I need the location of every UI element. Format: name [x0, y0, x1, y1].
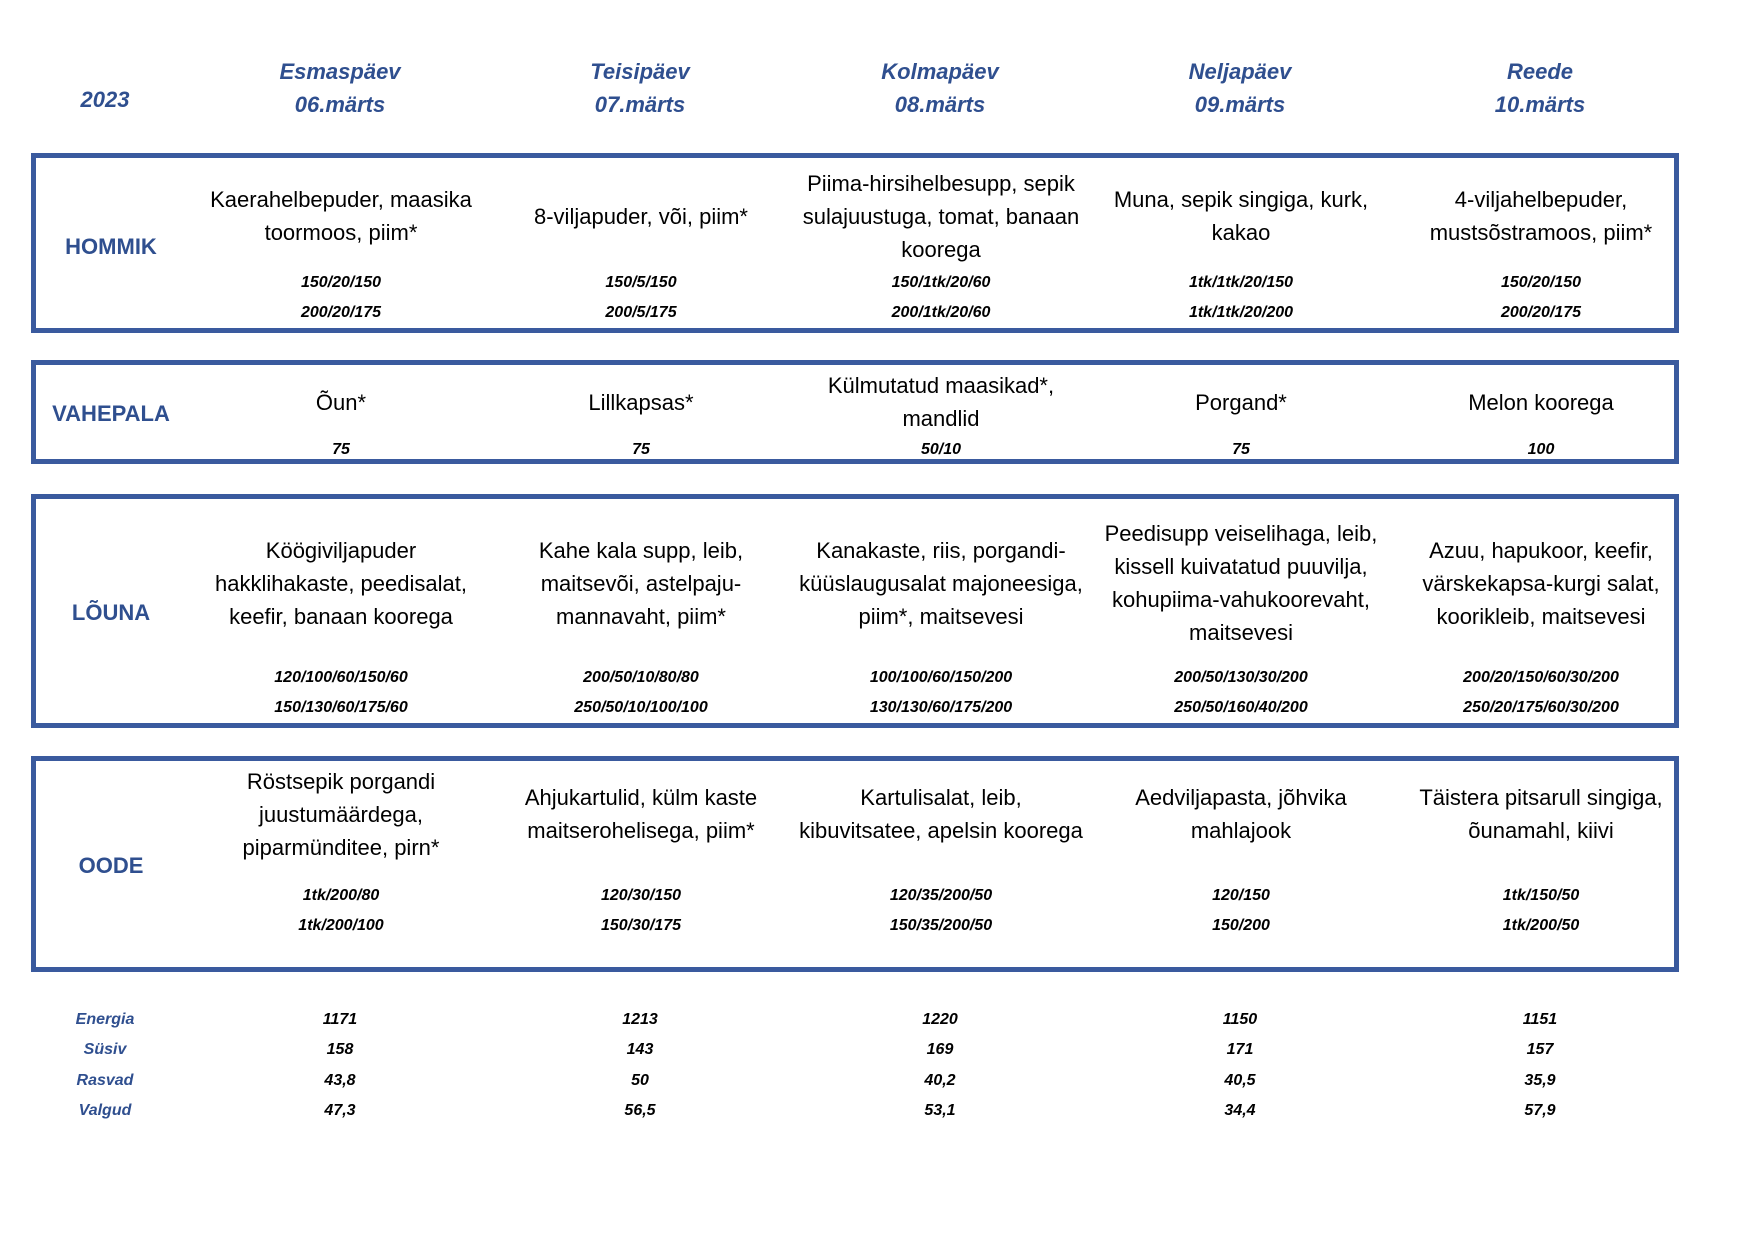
nutrition-label: Energia	[75, 1011, 135, 1028]
day-date: 09.märts	[1194, 92, 1286, 117]
nutrition-value: 157	[1526, 1041, 1554, 1058]
dish-line: Õun*	[315, 390, 367, 415]
qty-cell	[791, 663, 1091, 723]
day-header-monday	[190, 55, 490, 121]
meal-cell	[1391, 183, 1691, 249]
dish-line: Kahe kala supp, leib,	[538, 538, 744, 563]
qty-line: 200/20/175	[300, 304, 382, 321]
qty-cell	[191, 663, 491, 723]
qty-cell	[1091, 268, 1391, 328]
qty-cell	[791, 435, 1091, 465]
qty-cell	[491, 663, 791, 723]
dish-line: maitsevesi	[1189, 620, 1293, 645]
meal-cell	[1391, 781, 1691, 847]
day-name: Esmaspäev	[279, 59, 401, 84]
dish-line: Kartulisalat, leib,	[860, 785, 1022, 810]
qty-line: 200/5/175	[605, 304, 677, 321]
dish-line: hakklihakaste, peedisalat,	[215, 571, 467, 596]
nutrition-value: 34,4	[1224, 1102, 1256, 1119]
dish-line: kohupiima-vahukoorevaht,	[1111, 587, 1371, 612]
day-header-tuesday	[490, 55, 790, 121]
nutrition-value: 158	[326, 1041, 354, 1058]
dish-line: juustumäärdega,	[259, 802, 423, 827]
dish-line: maitserohelisega, piim*	[527, 818, 755, 843]
day-date: 08.märts	[894, 92, 986, 117]
qty-line: 150/200	[1212, 917, 1270, 934]
qty-line: 250/50/10/100/100	[574, 699, 708, 716]
qty-line: 50/10	[920, 441, 962, 458]
dish-line: Peedisupp veiselihaga, leib,	[1104, 521, 1378, 546]
dish-line: Kanakaste, riis, porgandi-	[816, 538, 1066, 563]
meal-cell	[1091, 781, 1391, 847]
qty-cell	[1391, 663, 1691, 723]
dish-line: mahlajook	[1190, 818, 1292, 843]
meal-cell	[1391, 386, 1691, 419]
day-date: 06.märts	[294, 92, 386, 117]
dish-line: Melon koorega	[1468, 390, 1614, 415]
day-date: 07.märts	[594, 92, 686, 117]
nutrition-value: 47,3	[324, 1102, 356, 1119]
meal-cell	[791, 781, 1091, 847]
meal-box-breakfast	[31, 153, 1679, 333]
nutrition-value: 143	[626, 1041, 654, 1058]
meal-box-snack	[31, 360, 1679, 464]
qty-line: 1tk/200/50	[1502, 917, 1580, 934]
nutrition-value: 57,9	[1524, 1102, 1556, 1119]
dish-line: 8-viljapuder, või, piim*	[534, 204, 748, 229]
nutrition-value: 1213	[622, 1011, 658, 1028]
dish-line: Piima-hirsihelbesupp, sepik	[807, 171, 1075, 196]
meal-cell	[791, 369, 1091, 435]
dish-line: mustsõstramoos, piim*	[1429, 220, 1653, 245]
nutrition-value: 1220	[922, 1011, 958, 1028]
nutrition-value: 40,5	[1224, 1072, 1256, 1089]
dish-line: Külmutatud maasikad*,	[827, 373, 1055, 398]
qty-line: 250/50/160/40/200	[1174, 699, 1308, 716]
qty-line: 120/30/150	[600, 887, 682, 904]
day-header-friday	[1390, 55, 1690, 121]
dish-line: piparmünditee, pirn*	[242, 835, 440, 860]
meal-cell	[491, 200, 791, 233]
dish-line: Röstsepik porgandi	[246, 769, 436, 794]
meal-cell	[1091, 386, 1391, 419]
qty-line: 150/1tk/20/60	[891, 274, 991, 291]
dish-line: mandlid	[902, 406, 980, 431]
day-name: Neljapäev	[1188, 59, 1292, 84]
qty-cell	[1391, 435, 1691, 465]
qty-cell	[491, 435, 791, 465]
dish-line: 4-viljahelbepuder,	[1454, 187, 1628, 212]
qty-line: 1tk/200/100	[298, 917, 384, 934]
meal-cell	[191, 183, 491, 249]
qty-line: 150/20/150	[300, 274, 382, 291]
meal-cell	[491, 534, 791, 633]
qty-line: 200/50/130/30/200	[1174, 669, 1308, 686]
meal-box-lunch	[31, 494, 1679, 728]
qty-line: 250/20/175/60/30/200	[1463, 699, 1619, 716]
qty-line: 150/20/150	[1500, 274, 1582, 291]
day-date: 10.märts	[1494, 92, 1586, 117]
qty-line: 75	[1232, 441, 1250, 458]
meal-cell	[491, 781, 791, 847]
nutrition-value: 50	[631, 1072, 649, 1089]
dish-line: kissell kuivatatud puuvilja,	[1114, 554, 1368, 579]
qty-cell	[791, 268, 1091, 328]
dish-line: õunamahl, kiivi	[1468, 818, 1614, 843]
meal-cell	[191, 765, 491, 864]
dish-line: sulajuustuga, tomat, banaan	[802, 204, 1080, 229]
nutrition-value: 40,2	[924, 1072, 956, 1089]
qty-line: 120/35/200/50	[889, 887, 993, 904]
qty-line: 75	[332, 441, 350, 458]
dish-line: Köögiviljapuder	[265, 538, 417, 563]
nutrition-value: 35,9	[1524, 1072, 1556, 1089]
qty-line: 120/150	[1212, 887, 1270, 904]
dish-line: Täistera pitsarull singiga,	[1419, 785, 1663, 810]
qty-cell	[191, 435, 491, 465]
nutrition-label: Rasvad	[76, 1072, 134, 1089]
dish-line: Kaerahelbepuder, maasika	[210, 187, 472, 212]
meal-label: HOMMIK	[65, 234, 157, 259]
dish-line: Ahjukartulid, külm kaste	[524, 785, 758, 810]
day-name: Teisipäev	[590, 59, 690, 84]
day-header-wednesday	[790, 55, 1090, 121]
qty-cell	[1391, 268, 1691, 328]
qty-cell	[191, 268, 491, 328]
nutrition-value: 43,8	[324, 1072, 356, 1089]
meal-cell	[791, 534, 1091, 633]
qty-cell	[791, 881, 1091, 941]
qty-line: 100/100/60/150/200	[869, 669, 1013, 686]
qty-line: 1tk/150/50	[1502, 887, 1580, 904]
nutrition-value: 53,1	[924, 1102, 956, 1119]
day-header-thursday	[1090, 55, 1390, 121]
qty-line: 150/30/175	[600, 917, 682, 934]
nutrition-value: 1151	[1522, 1011, 1558, 1028]
meal-box-afternoon	[31, 756, 1679, 972]
qty-cell	[1091, 663, 1391, 723]
nutrition-label: Süsiv	[83, 1041, 127, 1058]
dish-line: keefir, banaan koorega	[229, 604, 453, 629]
dish-line: värskekapsa-kurgi salat,	[1422, 571, 1660, 596]
nutrition-value: 56,5	[624, 1102, 656, 1119]
dish-line: toormoos, piim*	[264, 220, 418, 245]
nutrition-value: 169	[926, 1041, 954, 1058]
qty-line: 130/130/60/175/200	[869, 699, 1013, 716]
qty-line: 200/20/150/60/30/200	[1463, 669, 1619, 686]
dish-line: Muna, sepik singiga, kurk,	[1113, 187, 1369, 212]
dish-line: kibuvitsatee, apelsin koorega	[799, 818, 1083, 843]
meal-label: VAHEPALA	[52, 401, 170, 426]
dish-line: Porgand*	[1195, 390, 1287, 415]
qty-line: 1tk/1tk/20/150	[1188, 274, 1294, 291]
qty-line: 150/5/150	[605, 274, 677, 291]
qty-cell	[491, 268, 791, 328]
qty-line: 150/35/200/50	[889, 917, 993, 934]
nutrition-value: 171	[1226, 1041, 1254, 1058]
year-label: 2023	[80, 87, 130, 112]
dish-line: Lillkapsas*	[588, 390, 694, 415]
qty-line: 200/50/10/80/80	[583, 669, 699, 686]
nutrition-value: 1171	[322, 1011, 358, 1028]
qty-line: 100	[1527, 441, 1555, 458]
qty-cell	[491, 881, 791, 941]
dish-line: küüslaugusalat majoneesiga,	[799, 571, 1083, 596]
qty-cell	[1391, 881, 1691, 941]
meal-cell	[1091, 517, 1391, 649]
dish-line: koorega	[901, 237, 981, 262]
dish-line: maitsevõi, astelpaju-	[540, 571, 742, 596]
qty-line: 1tk/200/80	[302, 887, 380, 904]
dish-line: Aedviljapasta, jõhvika	[1135, 785, 1347, 810]
meal-cell	[191, 386, 491, 419]
dish-line: mannavaht, piim*	[556, 604, 726, 629]
qty-line: 1tk/1tk/20/200	[1188, 304, 1294, 321]
meal-label: LÕUNA	[71, 600, 151, 625]
qty-line: 120/100/60/150/60	[274, 669, 408, 686]
qty-line: 200/1tk/20/60	[891, 304, 991, 321]
qty-cell	[191, 881, 491, 941]
qty-line: 150/130/60/175/60	[274, 699, 408, 716]
qty-cell	[1091, 435, 1391, 465]
meal-cell	[1091, 183, 1391, 249]
nutrition-label: Valgud	[78, 1102, 132, 1119]
meal-cell	[791, 167, 1091, 266]
dish-line: koorikleib, maitsevesi	[1436, 604, 1646, 629]
qty-line: 75	[632, 441, 650, 458]
dish-line: piim*, maitsevesi	[858, 604, 1024, 629]
meal-cell	[191, 534, 491, 633]
nutrition-value: 1150	[1222, 1011, 1258, 1028]
meal-label: OODE	[78, 853, 144, 878]
dish-line: kakao	[1211, 220, 1271, 245]
qty-line: 200/20/175	[1500, 304, 1582, 321]
day-name: Kolmapäev	[881, 59, 999, 84]
meal-cell	[491, 386, 791, 419]
qty-cell	[1091, 881, 1391, 941]
meal-cell	[1391, 534, 1691, 633]
day-name: Reede	[1506, 59, 1574, 84]
dish-line: Azuu, hapukoor, keefir,	[1429, 538, 1653, 563]
